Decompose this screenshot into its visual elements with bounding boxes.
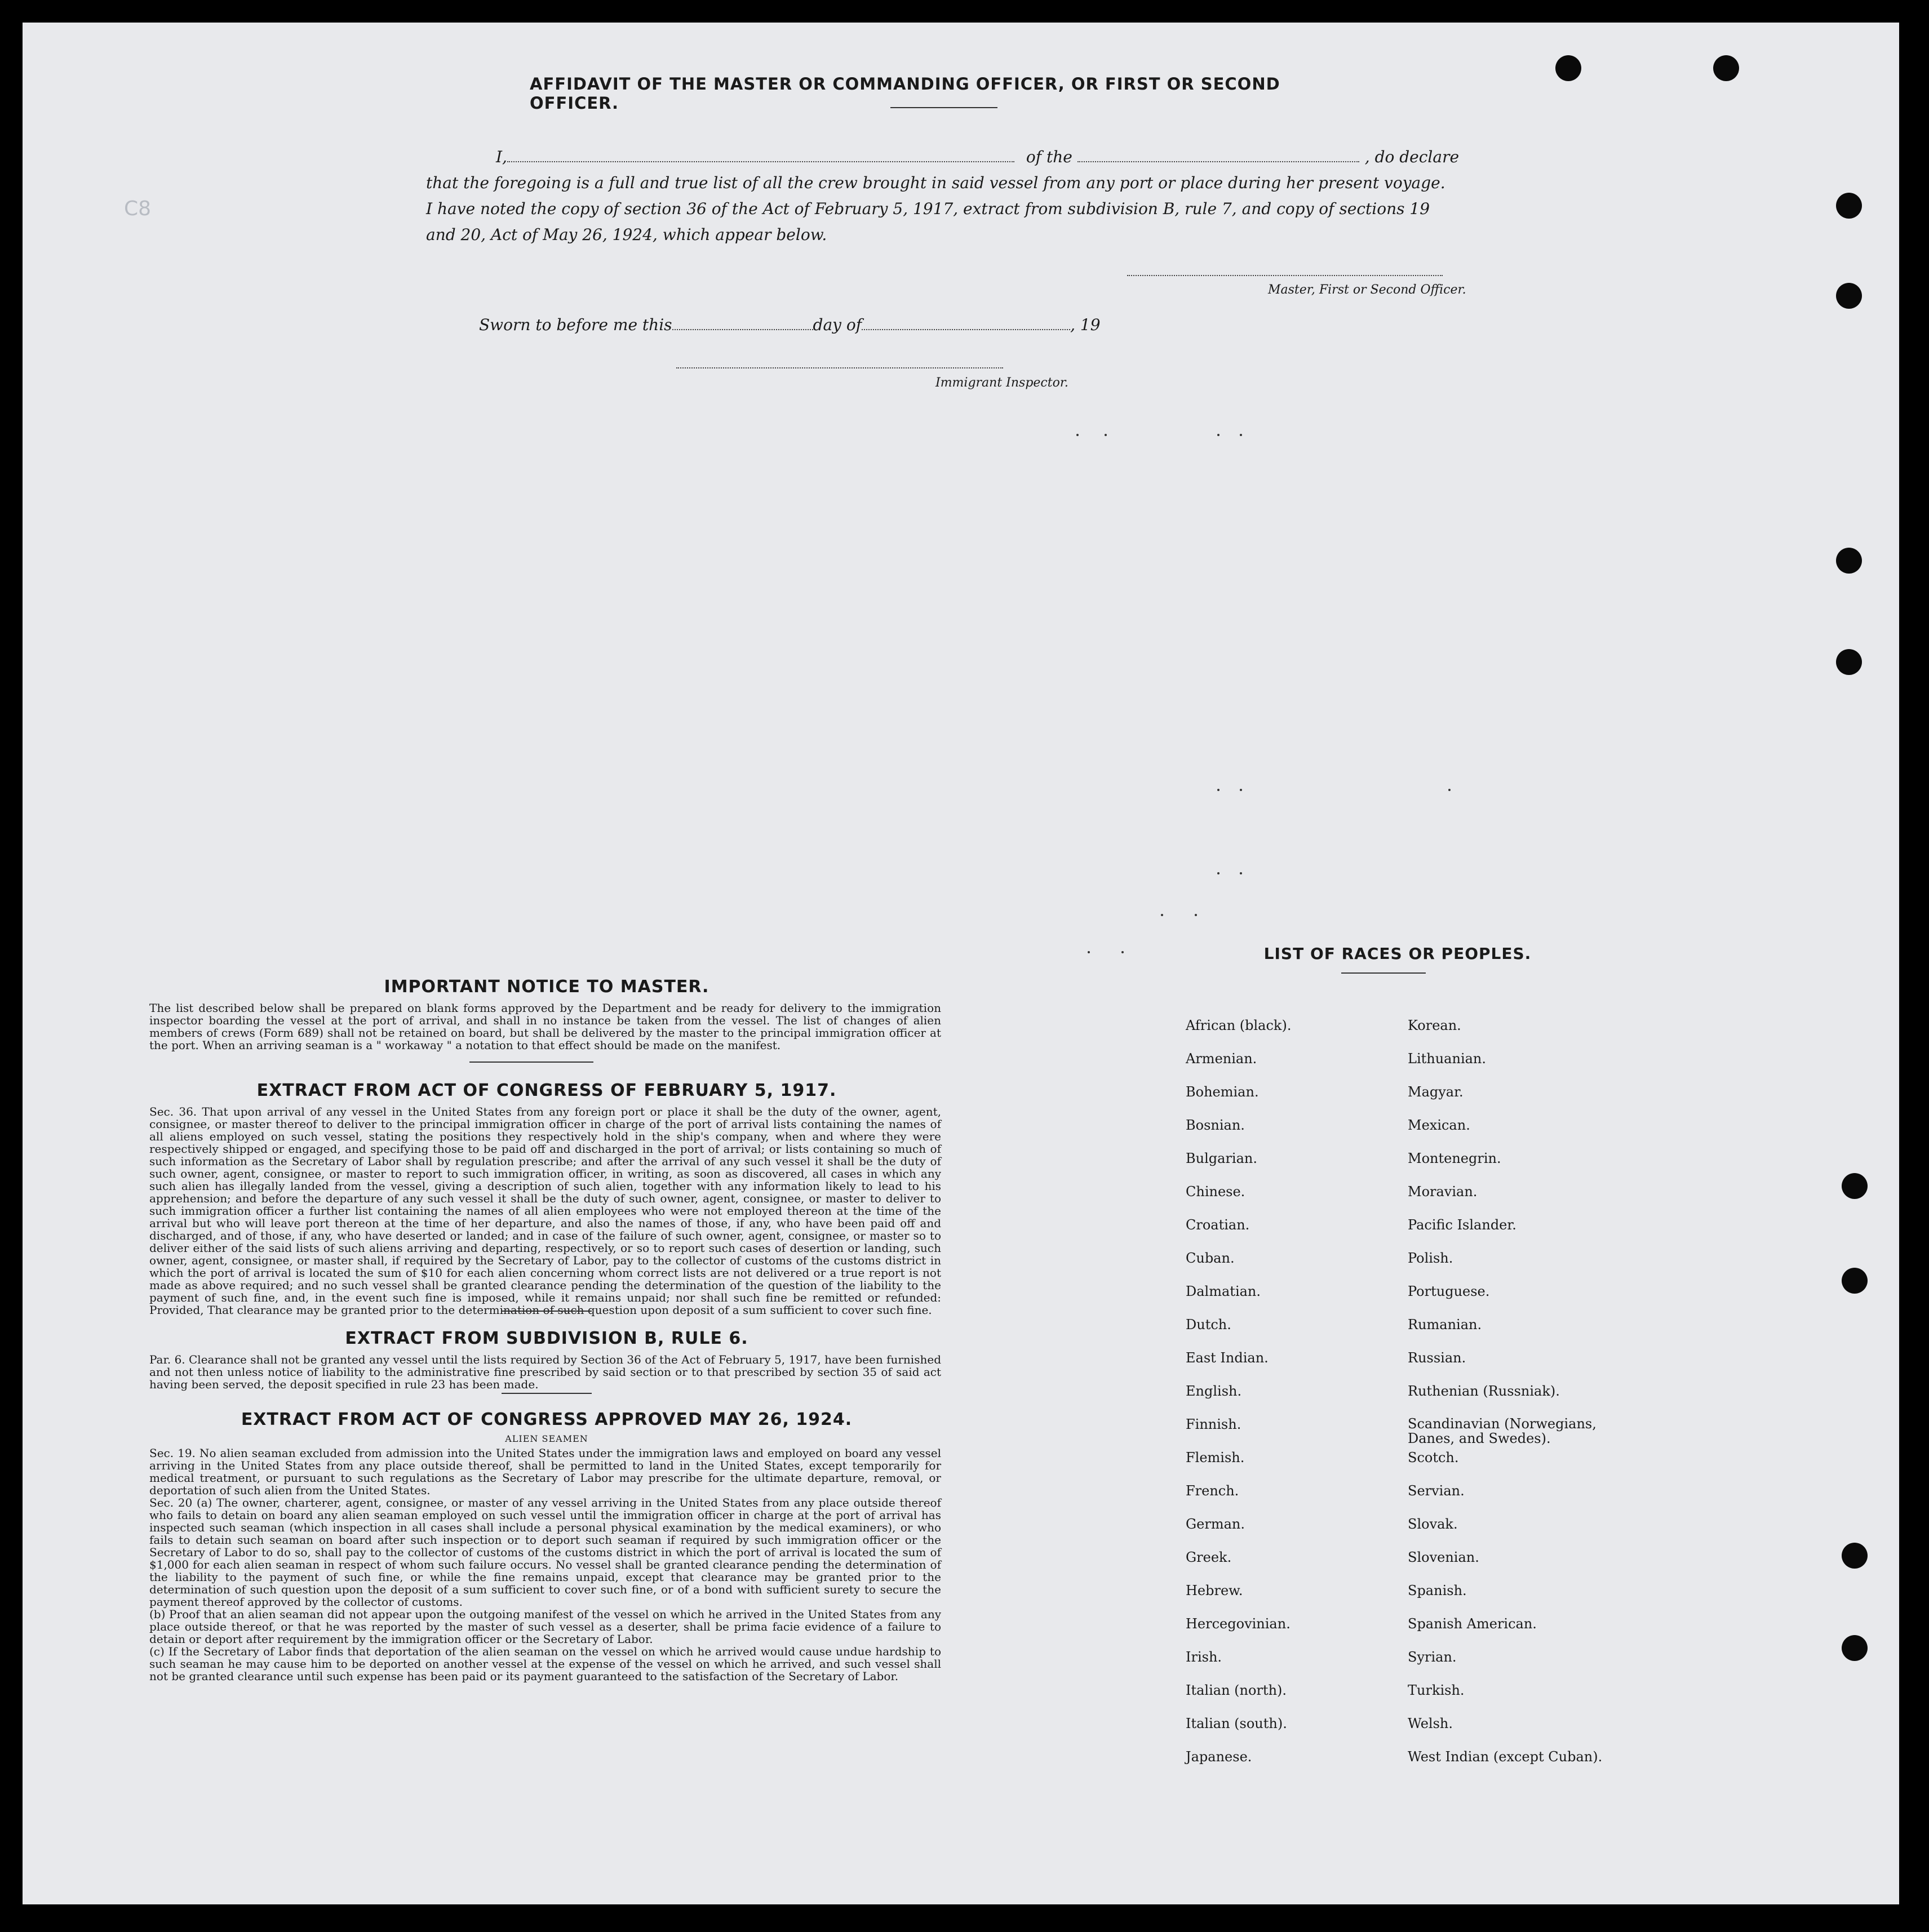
scan-speck: [1240, 872, 1242, 874]
scan-speck: [1121, 951, 1124, 953]
race-item: Magyar.: [1408, 1084, 1464, 1100]
race-item: Chinese.: [1186, 1184, 1245, 1200]
race-item: West Indian (except Cuban).: [1408, 1749, 1603, 1765]
race-item: Dalmatian.: [1186, 1283, 1261, 1299]
race-item: Welsh.: [1408, 1716, 1453, 1731]
master-signature-line: [1127, 275, 1443, 276]
affidavit-line1: [496, 148, 1510, 166]
vessel-field[interactable]: [1077, 161, 1359, 162]
race-item: African (black).: [1186, 1018, 1292, 1033]
affidavit-line3: I have noted the copy of section 36 of the Act of February 5, 1917, extract from subdivision B, rule 7, and copy of sections 19: [426, 199, 1430, 218]
punch-hole: [1842, 1635, 1868, 1661]
of-the-label: of the: [1026, 148, 1072, 166]
race-item: English.: [1186, 1383, 1242, 1399]
sworn-line: [479, 316, 1155, 334]
inspector-signature-line: [676, 367, 1003, 368]
rule-6-divider: [502, 1393, 592, 1394]
race-item: Bohemian.: [1186, 1084, 1259, 1100]
extract-1924-title: EXTRACT FROM ACT OF CONGRESS APPROVED MAY 26, 1924.: [241, 1410, 853, 1429]
affidavit-line4: and 20, Act of May 26, 1924, which appear below.: [426, 225, 827, 244]
extract-1924-subtitle: ALIEN SEAMEN: [505, 1433, 588, 1444]
race-item: Croatian.: [1186, 1217, 1250, 1233]
race-item: Portuguese.: [1408, 1283, 1490, 1299]
race-item: Servian.: [1408, 1483, 1465, 1499]
affidavit-line2: that the foregoing is a full and true list of all the crew brought in said vessel from any port or place during her present voyage.: [426, 174, 1445, 192]
races-title: LIST OF RACES OR PEOPLES.: [1263, 944, 1532, 963]
scan-speck: [1217, 789, 1220, 791]
extract-1917-title: EXTRACT FROM ACT OF CONGRESS OF FEBRUARY 5, 1917.: [256, 1081, 837, 1100]
notice-title: IMPORTANT NOTICE TO MASTER.: [384, 977, 709, 997]
sec-20b-paragraph: (b) Proof that an alien seaman did not appear upon the outgoing manifest of the vessel on which he arrived in the United States from any place outside thereof, or that he was reported by the master of such vessel as a deserter, shall be prima facie evidence of a failure to detain or deport after requirement by the immigration officer or the Secretary of Labor.: [149, 1607, 941, 1646]
sec-20a-paragraph: Sec. 20 (a) The owner, charterer, agent, consignee, or master of any vessel arriving in the United States from any place outside thereof who fails to detain on board any alien seaman employed on such vessel until the immigration officer in charge at the port of arrival has inspected such seaman (which inspection in all cases shall include a personal physical examination by the medical examiners), or who fails to detain such seaman on board after such inspection or to deport such seaman if required by such immigration officer or the Secretary of Labor to do so, shall pay to the collector of customs of the customs district in which the port of arrival is located the sum of $1,000 for each alien seaman in respect of whom such failure occurs. No vessel shall be granted clearance pending the determination of the liability to the payment of such fine, or while the fine remains unpaid, except that clearance may be granted prior to the determination of such question upon the deposit of a sum sufficient to cover such fine, or of a bond with sufficient surety to secure the payment thereof approved by the collector of customs.: [149, 1496, 941, 1609]
race-item: Bosnian.: [1186, 1117, 1245, 1133]
scan-speck: [1240, 434, 1242, 436]
race-item: French.: [1186, 1483, 1239, 1499]
sec-19-paragraph: Sec. 19. No alien seaman excluded from admission into the United States under the immigration laws and employed on board any vessel arriving in the United States from any place outside thereof, shall be permitted to land in the United States, except temporarily for medical treatment, or pursuant to such regulations as the Secretary of Labor may prescribe for the ultimate departure, removal, or deportation of such alien from the United States.: [149, 1446, 941, 1497]
scan-speck: [1240, 789, 1242, 791]
sworn-day-field[interactable]: [672, 329, 813, 330]
race-item: Cuban.: [1186, 1250, 1235, 1266]
scan-speck: [1217, 434, 1220, 436]
race-item: Spanish.: [1408, 1583, 1467, 1598]
rule-6-title: EXTRACT FROM SUBDIVISION B, RULE 6.: [345, 1329, 748, 1348]
scan-speck: [1105, 434, 1107, 436]
race-item: Lithuanian.: [1408, 1051, 1487, 1067]
race-item: Japanese.: [1186, 1749, 1252, 1765]
day-of-label: day of: [813, 316, 862, 334]
race-item: Slovenian.: [1408, 1549, 1479, 1565]
race-item: Armenian.: [1186, 1051, 1257, 1067]
race-item: Mexican.: [1408, 1117, 1470, 1133]
sec-20c-paragraph: (c) If the Secretary of Labor finds that deportation of the alien seaman on the vessel on which he arrived would cause undue hardship to such seaman he may cause him to be deported on another vessel at the expense of the vessel on which he arrived, and such vessel shall not be granted clearance until such expense has been paid or its payment guaranteed to the satisfaction of the Secretary of Labor.: [149, 1645, 941, 1683]
race-item: Hercegovinian.: [1186, 1616, 1291, 1632]
race-item: Korean.: [1408, 1018, 1461, 1033]
punch-hole: [1842, 1268, 1868, 1294]
sworn-label: Sworn to before me this: [479, 316, 672, 334]
race-item: Greek.: [1186, 1549, 1232, 1565]
race-item: Irish.: [1186, 1649, 1222, 1665]
document-page: [23, 23, 1899, 1904]
race-item: Scandinavian (Norwegians, Danes, and Swedes).: [1408, 1416, 1597, 1446]
affidavit-title: AFFIDAVIT OF THE MASTER OR COMMANDING OFFICER, OR FIRST OR SECOND OFFICER.: [530, 74, 1280, 113]
scan-speck: [1217, 872, 1220, 874]
race-item: Spanish American.: [1408, 1616, 1537, 1632]
race-item: Dutch.: [1186, 1317, 1231, 1333]
race-item: Bulgarian.: [1186, 1151, 1257, 1166]
race-item: Turkish.: [1408, 1682, 1465, 1698]
title-underline: [890, 107, 997, 108]
punch-hole: [1842, 1543, 1868, 1569]
punch-hole: [1836, 548, 1862, 574]
race-item: Moravian.: [1408, 1184, 1478, 1200]
race-item: Italian (north).: [1186, 1682, 1287, 1698]
name-field[interactable]: [507, 161, 1014, 162]
rule-6-body: Par. 6. Clearance shall not be granted any vessel until the lists required by Section 36 of the Act of February 5, 1917, have been furnished and not then unless notice of liability to the administrative fine prescribed by said section or to that prescribed by section 35 of said act having been served, the deposit specified in rule 23 has been made.: [149, 1353, 941, 1391]
extract-1917-body: Sec. 36. That upon arrival of any vessel in the United States from any foreign port or place it shall be the duty of the owner, agent, consignee, or master thereof to deliver to the principal immigration officer in charge of the port of arrival lists containing the names of all aliens employed on such vessel, stating the positions they respectively hold in the ship's company, when and where they were respectively shipped or engaged, and specifying those to be paid off and discharged in the port of arrival; or lists containing so much of such information as the Secretary of Labor shall by regulation prescribe; and after the arrival of any such vessel it shall be the duty of such owner, agent, consignee, or master to report to such immigration officer, in writing, as soon as discovered, all cases in which any such alien has illegally landed from the vessel, giving a description of such alien, together with any information likely to lead to his apprehension; and before the departure of any such vessel it shall be the duty of such owner, agent, consignee, or master to deliver to such immigration officer a further list containing the names of all alien employees who were not employed thereon at the time of the arrival but who will leave port thereon at the time of her departure, and also the names of those, if any, who have been paid off and discharged, and of those, if any, who have deserted or landed; and in case of the failure of such owner, agent, consignee, or master so to deliver either of the said lists of such aliens arriving and departing, respectively, or so to report such cases of desertion or landing, such owner, agent, consignee, or master shall, if required by the Secretary of Labor, pay to the collector of customs of the customs district in which the port of arrival is located the sum of $10 for each alien concerning whom correct lists are not delivered or a true report is not made as above required; and no such vessel shall be granted clearance pending the determination of the question of the liability to the payment of such fine, and, in the event such fine is imposed, while it remains unpaid; nor shall such fine be remitted or refunded: Provided, That clearance may be granted prior to the determination of such question upon deposit of a sum sufficient to cover such fine.: [149, 1105, 941, 1317]
punch-hole: [1842, 1173, 1868, 1199]
i-label: I,: [496, 148, 507, 166]
extract-1924-body: [149, 1447, 941, 1682]
race-item: Flemish.: [1186, 1450, 1245, 1465]
race-item: Slovak.: [1408, 1516, 1458, 1532]
race-item: Montenegrin.: [1408, 1151, 1501, 1166]
race-item: Hebrew.: [1186, 1583, 1243, 1598]
races-underline: [1341, 972, 1426, 974]
race-item: Finnish.: [1186, 1416, 1241, 1432]
race-item: Syrian.: [1408, 1649, 1457, 1665]
race-item: Ruthenian (Russniak).: [1408, 1383, 1560, 1399]
scan-speck: [1088, 951, 1090, 953]
extract-1917-divider: [502, 1311, 592, 1312]
punch-hole: [1836, 649, 1862, 675]
scan-speck: [1195, 914, 1197, 916]
race-item: East Indian.: [1186, 1350, 1269, 1366]
punch-hole: [1555, 55, 1581, 81]
scan-speck: [1161, 914, 1163, 916]
year-label: , 19: [1070, 316, 1101, 334]
race-item: Scotch.: [1408, 1450, 1459, 1465]
do-declare-label: , do declare: [1364, 148, 1460, 166]
margin-stamp: C8: [124, 197, 152, 220]
race-item: Polish.: [1408, 1250, 1453, 1266]
punch-hole: [1836, 193, 1862, 219]
punch-hole: [1836, 283, 1862, 309]
race-item: Rumanian.: [1408, 1317, 1482, 1333]
race-item: Russian.: [1408, 1350, 1466, 1366]
notice-divider: [469, 1062, 593, 1063]
sworn-month-field[interactable]: [862, 329, 1070, 330]
race-item: Italian (south).: [1186, 1716, 1287, 1731]
race-item: Pacific Islander.: [1408, 1217, 1516, 1233]
inspector-signature-label: Immigrant Inspector.: [935, 376, 1068, 390]
race-item: German.: [1186, 1516, 1245, 1532]
notice-body: The list described below shall be prepared on blank forms approved by the Department and be ready for delivery to the immigration inspector boarding the vessel at the port of arrival, and shall in no instance be taken from the vessel. The list of changes of alien members of crews (Form 689) shall not be retained on board, but shall be delivered by the master to the principal immigration officer at the port. When an arriving seaman is a " workaway " a notation to that effect should be made on the manifest.: [149, 1001, 941, 1052]
scan-speck: [1076, 434, 1079, 436]
scan-speck: [1448, 789, 1451, 791]
master-signature-label: Master, First or Second Officer.: [1268, 283, 1466, 297]
punch-hole: [1713, 55, 1739, 81]
